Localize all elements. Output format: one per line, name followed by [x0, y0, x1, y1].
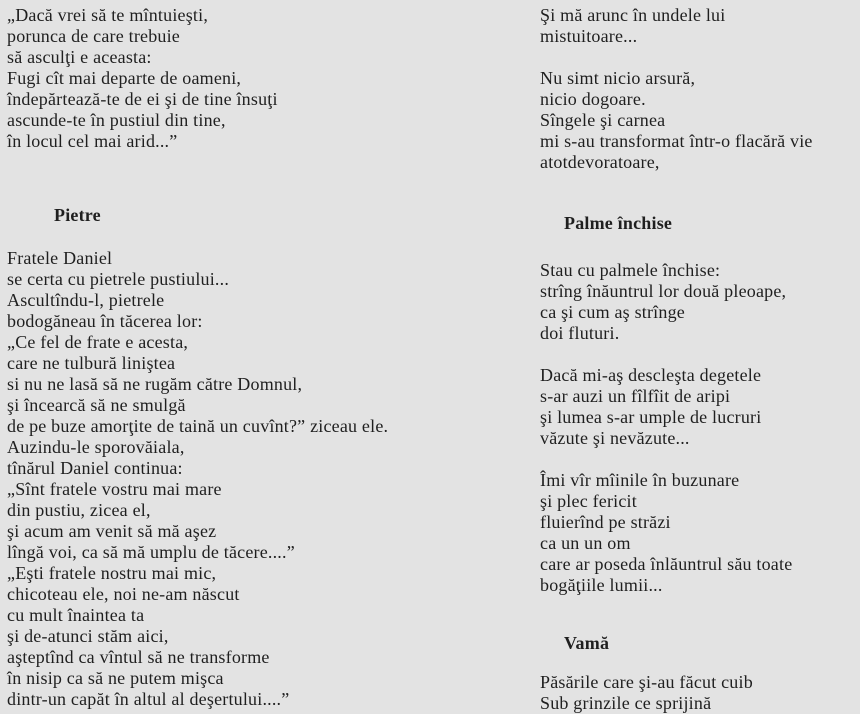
- stanza-pasarile: [540, 672, 855, 714]
- poem-line: văzute şi nevăzute...: [540, 428, 690, 448]
- poem-line: s-ar auzi un fîlfîit de aripi: [540, 386, 731, 406]
- poem-line: doi fluturi.: [540, 323, 620, 343]
- poem-line: Dacă mi-aş descleşta degetele: [540, 365, 762, 385]
- stanza-daca-mi-as: [540, 365, 855, 449]
- left-column: [7, 5, 527, 710]
- poem-line: cu mult înaintea ta: [7, 605, 145, 625]
- poem-line: Fugi cît mai departe de oameni,: [7, 68, 242, 88]
- poem-line: „Sînt fratele vostru mai mare: [7, 479, 222, 499]
- poem-line: „Dacă vrei să te mîntuieşti,: [7, 5, 209, 25]
- poem-line: nicio dogoare.: [540, 89, 646, 109]
- poem-title-palme-inchise: Palme închise: [564, 213, 673, 233]
- poem-line: atotdevoratoare,: [540, 152, 660, 172]
- poem-line: mistuitoare...: [540, 26, 638, 46]
- poem-line: Îmi vîr mîinile în buzunare: [540, 470, 740, 490]
- right-column: [540, 5, 855, 714]
- poem-line: în locul cel mai arid...”: [7, 131, 178, 151]
- poem-line: şi plec fericit: [540, 491, 637, 511]
- poem-line: Nu simt nicio arsură,: [540, 68, 696, 88]
- poem-line: si nu ne lasă să ne rugăm către Domnul,: [7, 374, 303, 394]
- poem-line: Păsările care şi-au făcut cuib: [540, 672, 753, 692]
- poem-line: porunca de care trebuie: [7, 26, 180, 46]
- poem-line: ascunde-te în pustiul din tine,: [7, 110, 226, 130]
- poem-line: să asculţi e aceasta:: [7, 47, 152, 67]
- poem-line: şi acum am venit să mă aşez: [7, 521, 217, 541]
- poem-line: ca un un om: [540, 533, 631, 553]
- stanza-imi-vir-miinile: [540, 470, 855, 596]
- poem-title-pietre: Pietre: [54, 205, 101, 225]
- poem-line: şi de-atunci stăm aici,: [7, 626, 169, 646]
- stanza-stau-cu-palmele: [540, 260, 855, 344]
- poem-line: care ar poseda înlăuntrul său toate: [540, 554, 793, 574]
- poem-line: Şi mă arunc în undele lui: [540, 5, 726, 25]
- stanza-daca-vrei: [7, 5, 527, 152]
- poem-line: „Eşti fratele nostru mai mic,: [7, 563, 217, 583]
- poem-title-vama: Vamă: [564, 633, 610, 653]
- poem-line: se certa cu pietrele pustiului...: [7, 269, 230, 289]
- poem-line: Stau cu palmele închise:: [540, 260, 721, 280]
- poem-line: aşteptînd ca vîntul să ne transforme: [7, 647, 270, 667]
- poem-line: strîng înăuntrul lor două pleoape,: [540, 281, 787, 301]
- poem-line: dintr-un capăt în altul al deşertului....”: [7, 689, 290, 709]
- poem-line: care ne tulbură liniştea: [7, 353, 176, 373]
- poem-line: bogăţiile lumii...: [540, 575, 663, 595]
- poem-line: mi s-au transformat într-o flacără vie: [540, 131, 813, 151]
- poem-line: şi încearcă să ne smulgă: [7, 395, 186, 415]
- poem-line: fluierînd pe străzi: [540, 512, 671, 532]
- poem-line: Fratele Daniel: [7, 248, 113, 268]
- poem-line: tînărul Daniel continua:: [7, 458, 183, 478]
- poem-line: „Ce fel de frate e acesta,: [7, 332, 189, 352]
- poem-line: ca şi cum aş strînge: [540, 302, 685, 322]
- poem-line: în nisip ca să ne putem mişca: [7, 668, 224, 688]
- poem-line: din pustiu, zicea el,: [7, 500, 151, 520]
- stanza-nu-simt: [540, 68, 855, 173]
- poem-line: bodogăneau în tăcerea lor:: [7, 311, 203, 331]
- stanza-si-ma-arunc: [540, 5, 855, 47]
- poem-line: Sub grinzile ce sprijină: [540, 693, 712, 713]
- poem-line: îndepărtează-te de ei şi de tine însuţi: [7, 89, 278, 109]
- poem-line: de pe buze amorţite de taină un cuvînt?” ziceau ele.: [7, 416, 389, 436]
- poem-line: Ascultîndu-l, pietrele: [7, 290, 165, 310]
- stanza-fratele-daniel: [7, 248, 527, 710]
- poem-line: chicoteau ele, noi ne-am născut: [7, 584, 240, 604]
- poem-line: lîngă voi, ca să mă umplu de tăcere....”: [7, 542, 295, 562]
- poem-line: Auzindu-le sporovăiala,: [7, 437, 185, 457]
- poem-line: şi lumea s-ar umple de lucruri: [540, 407, 762, 427]
- poem-line: Sîngele şi carnea: [540, 110, 666, 130]
